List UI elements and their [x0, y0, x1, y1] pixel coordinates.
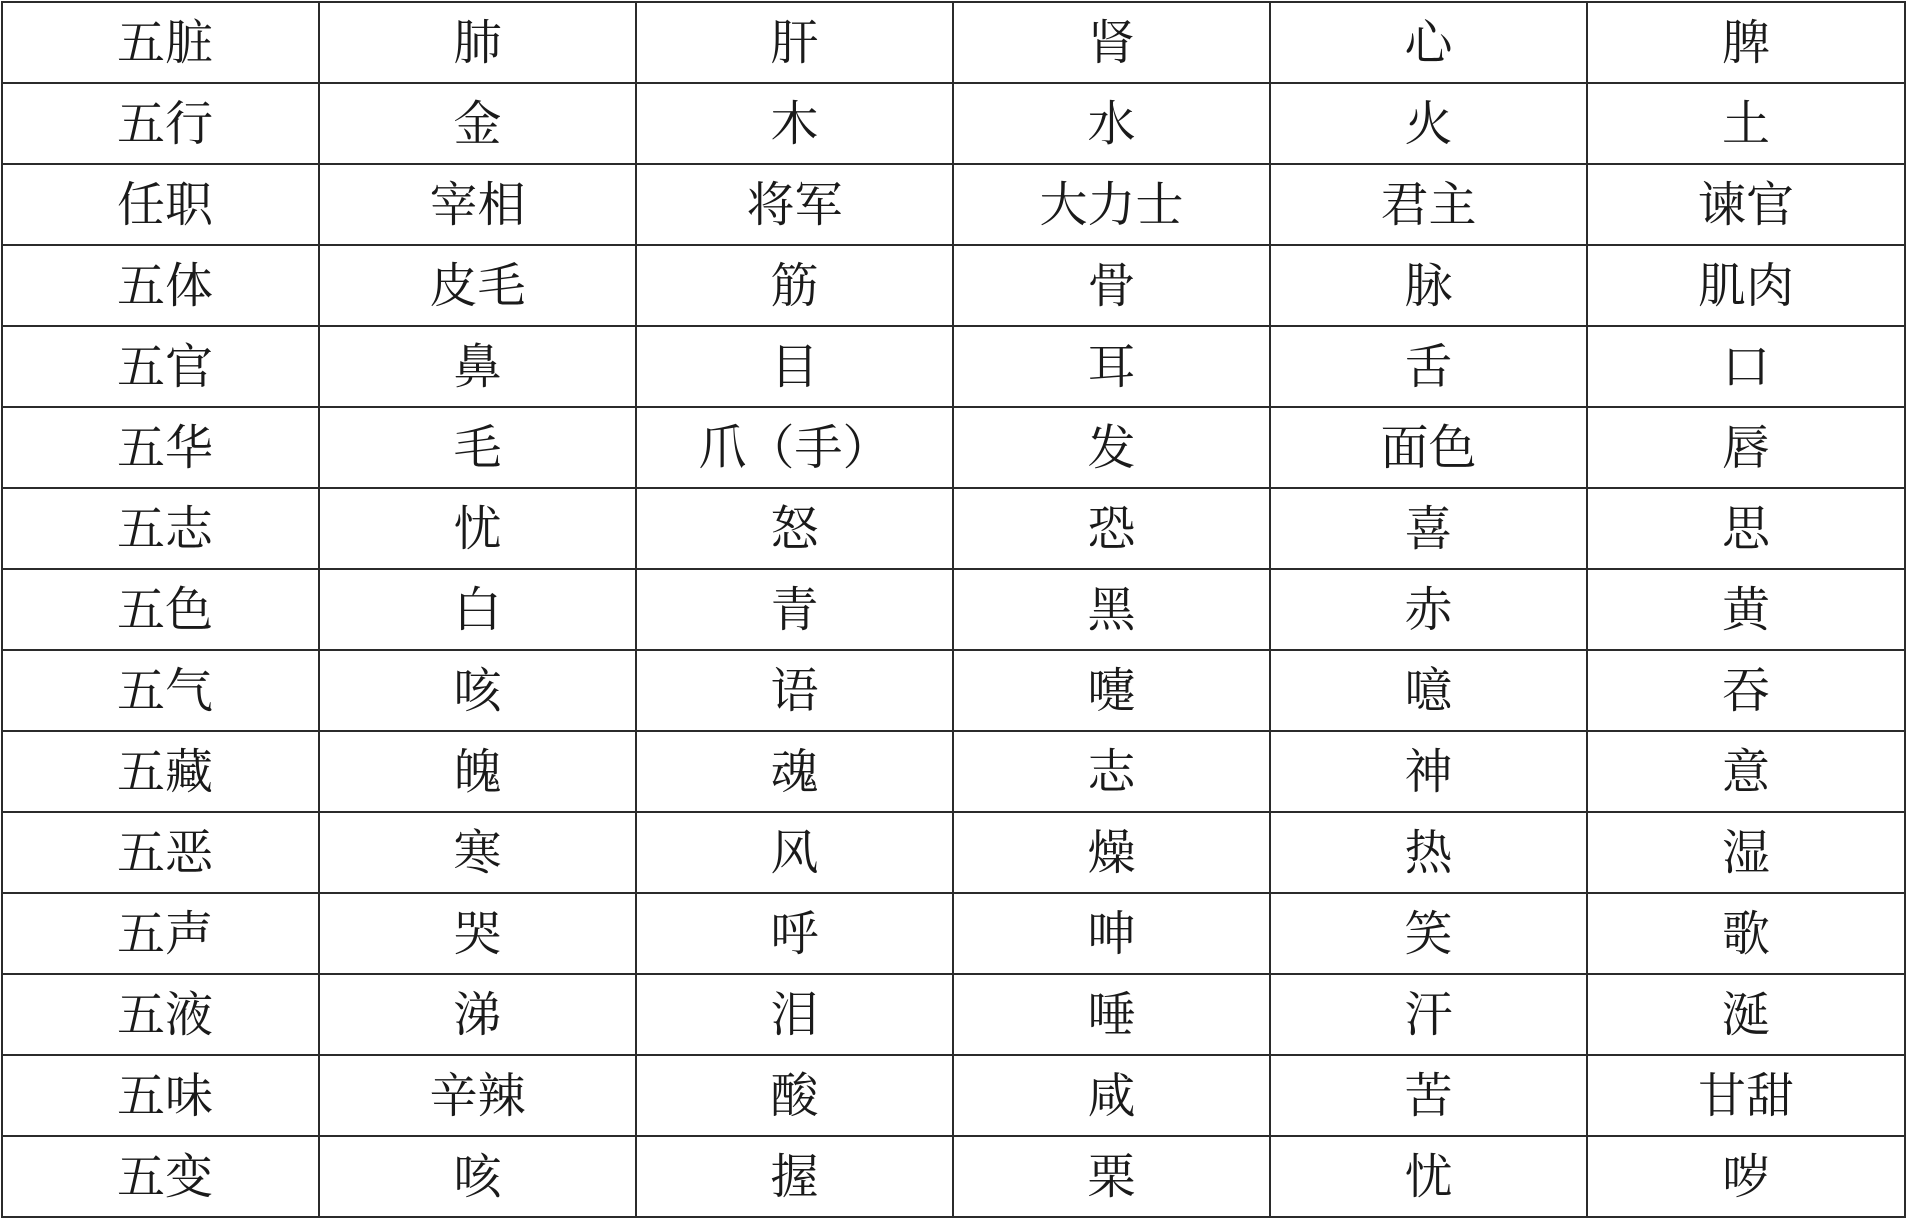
table-cell: 将军: [636, 164, 953, 245]
table-cell: 黑: [953, 569, 1270, 650]
table-cell: 口: [1587, 326, 1905, 407]
table-cell: 涎: [1587, 974, 1905, 1055]
row-label: 五声: [2, 893, 319, 974]
table-cell: 唾: [953, 974, 1270, 1055]
table-cell: 甘甜: [1587, 1055, 1905, 1136]
table-row: [2, 164, 1905, 245]
table-cell: 忧: [319, 488, 636, 569]
row-label: 五色: [2, 569, 319, 650]
table-cell: 魄: [319, 731, 636, 812]
table-cell: 火: [1270, 83, 1587, 164]
table-cell: 志: [953, 731, 1270, 812]
table-cell: 怒: [636, 488, 953, 569]
table-cell: 唇: [1587, 407, 1905, 488]
row-label: 五气: [2, 650, 319, 731]
table-cell: 耳: [953, 326, 1270, 407]
table-cell: 青: [636, 569, 953, 650]
table-cell: 呻: [953, 893, 1270, 974]
table-cell: 泪: [636, 974, 953, 1055]
row-label: 五脏: [2, 2, 319, 83]
table-cell: 白: [319, 569, 636, 650]
table-row: [2, 245, 1905, 326]
table-cell: 苦: [1270, 1055, 1587, 1136]
table-cell: 肾: [953, 2, 1270, 83]
table-cell: 毛: [319, 407, 636, 488]
row-label: 五液: [2, 974, 319, 1055]
table-cell: 栗: [953, 1136, 1270, 1217]
table-row: [2, 83, 1905, 164]
table-cell: 燥: [953, 812, 1270, 893]
table-row: [2, 1055, 1905, 1136]
table-cell: 湿: [1587, 812, 1905, 893]
table-cell: 恐: [953, 488, 1270, 569]
table-row: [2, 974, 1905, 1055]
table-cell: 筋: [636, 245, 953, 326]
table-cell: 大力士: [953, 164, 1270, 245]
table-cell: 噫: [1270, 650, 1587, 731]
table-cell: 酸: [636, 1055, 953, 1136]
row-label: 五藏: [2, 731, 319, 812]
table-body: [2, 2, 1905, 1217]
table-cell: 风: [636, 812, 953, 893]
table-cell: 哕: [1587, 1136, 1905, 1217]
table-cell: 肝: [636, 2, 953, 83]
table-cell: 木: [636, 83, 953, 164]
table-cell: 舌: [1270, 326, 1587, 407]
row-label: 五体: [2, 245, 319, 326]
table-cell: 黄: [1587, 569, 1905, 650]
table-cell: 面色: [1270, 407, 1587, 488]
table-cell: 土: [1587, 83, 1905, 164]
table-cell: 嚏: [953, 650, 1270, 731]
table-cell: 寒: [319, 812, 636, 893]
table-cell: 哭: [319, 893, 636, 974]
row-label: 五华: [2, 407, 319, 488]
table-cell: 咳: [319, 1136, 636, 1217]
table-cell: 谏官: [1587, 164, 1905, 245]
table-cell: 脉: [1270, 245, 1587, 326]
row-label: 五行: [2, 83, 319, 164]
table-cell: 水: [953, 83, 1270, 164]
table-cell: 呼: [636, 893, 953, 974]
table-cell: 涕: [319, 974, 636, 1055]
row-label: 任职: [2, 164, 319, 245]
table-row: [2, 326, 1905, 407]
table-cell: 意: [1587, 731, 1905, 812]
table-cell: 喜: [1270, 488, 1587, 569]
table-cell: 赤: [1270, 569, 1587, 650]
table-row: [2, 488, 1905, 569]
table-cell: 脾: [1587, 2, 1905, 83]
table-cell: 骨: [953, 245, 1270, 326]
table-cell: 爪（手）: [636, 407, 953, 488]
table-row: [2, 407, 1905, 488]
table-row: [2, 569, 1905, 650]
table-cell: 咳: [319, 650, 636, 731]
five-organs-correspondence-table: [1, 1, 1906, 1218]
table-cell: 吞: [1587, 650, 1905, 731]
row-label: 五志: [2, 488, 319, 569]
table-cell: 皮毛: [319, 245, 636, 326]
table-cell: 歌: [1587, 893, 1905, 974]
row-label: 五恶: [2, 812, 319, 893]
table-cell: 发: [953, 407, 1270, 488]
table-cell: 君主: [1270, 164, 1587, 245]
table-cell: 金: [319, 83, 636, 164]
table-cell: 鼻: [319, 326, 636, 407]
table-row: [2, 812, 1905, 893]
row-label: 五味: [2, 1055, 319, 1136]
table-row: [2, 1136, 1905, 1217]
table-cell: 忧: [1270, 1136, 1587, 1217]
table-row: [2, 731, 1905, 812]
table-cell: 辛辣: [319, 1055, 636, 1136]
table-cell: 握: [636, 1136, 953, 1217]
table-cell: 肌肉: [1587, 245, 1905, 326]
table-cell: 肺: [319, 2, 636, 83]
table-row: [2, 650, 1905, 731]
table-cell: 神: [1270, 731, 1587, 812]
table-row: [2, 893, 1905, 974]
table-cell: 思: [1587, 488, 1905, 569]
row-label: 五官: [2, 326, 319, 407]
table-cell: 笑: [1270, 893, 1587, 974]
table-cell: 魂: [636, 731, 953, 812]
table-cell: 目: [636, 326, 953, 407]
table-cell: 心: [1270, 2, 1587, 83]
table-cell: 热: [1270, 812, 1587, 893]
table-cell: 咸: [953, 1055, 1270, 1136]
table-cell: 汗: [1270, 974, 1587, 1055]
row-label: 五变: [2, 1136, 319, 1217]
table-row: [2, 2, 1905, 83]
table-cell: 宰相: [319, 164, 636, 245]
table-cell: 语: [636, 650, 953, 731]
